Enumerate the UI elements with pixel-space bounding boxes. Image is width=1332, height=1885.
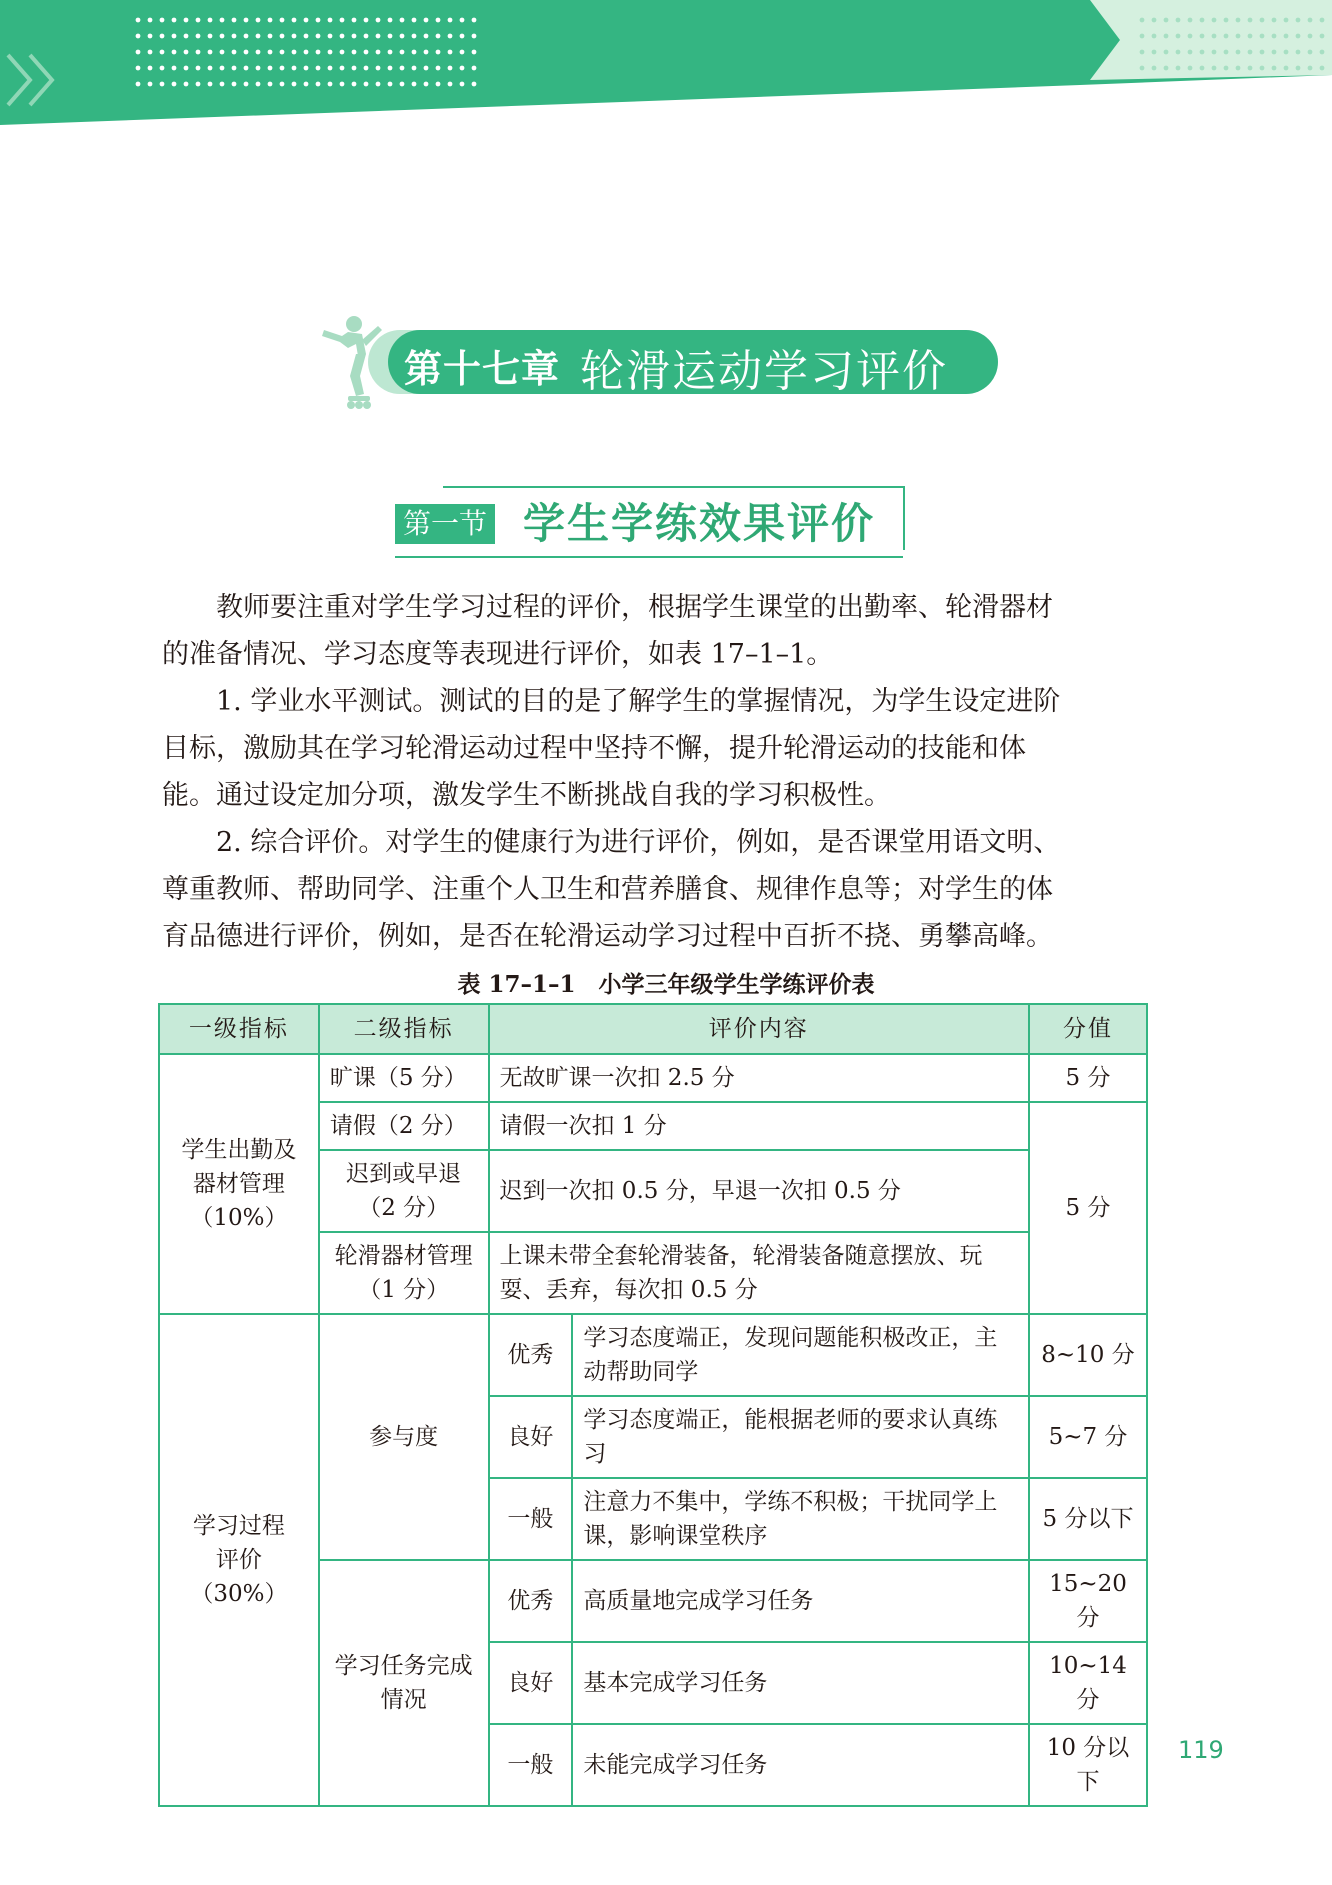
- content-cell: 学习态度端正，能根据老师的要求认真练习: [572, 1396, 1029, 1478]
- participation-label: 参与度: [319, 1314, 489, 1560]
- chapter-heading: [318, 322, 998, 402]
- header-score: 分值: [1029, 1004, 1147, 1054]
- section-title: 学生学练效果评价: [523, 499, 876, 548]
- indicator-cell: [319, 1150, 489, 1232]
- cell-line: 旷课（5 分）: [329, 1065, 467, 1091]
- header-banner: [0, 0, 1332, 130]
- cell-line: 轮滑器材管理: [334, 1243, 473, 1269]
- level-cell: 优秀: [489, 1560, 573, 1642]
- text-line: 育品德进行评价，例如，是否在轮滑运动学习过程中百折不挠、勇攀高峰。: [162, 921, 1053, 952]
- paragraph-intro: [162, 584, 1162, 678]
- indicator-cell: [319, 1232, 489, 1314]
- text-line: 2. 综合评价。对学生的健康行为进行评价，例如，是否课堂用语文明、: [162, 827, 1061, 858]
- score-cell: 5 分以下: [1029, 1478, 1147, 1560]
- cell-line: 学生出勤及: [181, 1137, 297, 1163]
- task-label: [319, 1560, 489, 1806]
- level-cell: 良好: [489, 1642, 573, 1724]
- header-content: 评价内容: [489, 1004, 1030, 1054]
- table-caption: 表 17–1–1 小学三年级学生学练评价表: [457, 971, 875, 998]
- cell-line: （10%）: [190, 1205, 288, 1231]
- score-cell: 10 分以下: [1029, 1724, 1147, 1806]
- cell-line: （30%）: [190, 1581, 288, 1607]
- evaluation-table: [158, 1003, 1148, 1807]
- group2-label: [159, 1314, 319, 1806]
- text-line: 能。通过设定加分项，激发学生不断挑战自我的学习积极性。: [162, 780, 891, 811]
- header-level1: 一级指标: [159, 1004, 319, 1054]
- indicator-cell: [319, 1054, 489, 1102]
- text-line: 目标，激励其在学习轮滑运动过程中坚持不懈，提升轮滑运动的技能和体: [162, 733, 1026, 764]
- content-cell: 基本完成学习任务: [572, 1642, 1029, 1724]
- score-cell: 5 分: [1029, 1054, 1147, 1102]
- level-cell: 良好: [489, 1396, 573, 1478]
- text-line: 的准备情况、学习态度等表现进行评价，如表 17–1–1。: [162, 639, 834, 670]
- score-cell: 8~10 分: [1029, 1314, 1147, 1396]
- cell-line: （1 分）: [358, 1277, 450, 1303]
- chapter-title: 轮滑运动学习评价: [580, 346, 948, 397]
- content-cell: 高质量地完成学习任务: [572, 1560, 1029, 1642]
- cell-line: 学习过程: [192, 1513, 285, 1539]
- table-header-row: [159, 1004, 1147, 1054]
- content-cell: 注意力不集中，学练不积极；干扰同学上课，影响课堂秩序: [572, 1478, 1029, 1560]
- page-number: 119: [1178, 1736, 1224, 1764]
- content-cell: 无故旷课一次扣 2.5 分: [489, 1054, 1030, 1102]
- score-cell: 10~14 分: [1029, 1642, 1147, 1724]
- paragraph-comprehensive: [162, 819, 1162, 960]
- roller-skater-icon: [318, 314, 382, 410]
- content-cell: 迟到一次扣 0.5 分，早退一次扣 0.5 分: [489, 1150, 1030, 1232]
- table-row: [159, 1314, 1147, 1396]
- score-cell: 5 分: [1029, 1102, 1147, 1314]
- level-cell: 优秀: [489, 1314, 573, 1396]
- cell-line: 评价: [215, 1547, 262, 1573]
- text-line: 尊重教师、帮助同学、注重个人卫生和营养膳食、规律作息等；对学生的体: [162, 874, 1053, 905]
- cell-line: 学习任务完成: [334, 1653, 473, 1679]
- indicator-cell: [319, 1102, 489, 1150]
- cell-line: 器材管理: [192, 1171, 285, 1197]
- score-cell: 15~20 分: [1029, 1560, 1147, 1642]
- table-row: [159, 1054, 1147, 1102]
- level-cell: 一般: [489, 1724, 573, 1806]
- section-underline: [395, 556, 903, 558]
- section-tag: 第一节: [395, 504, 495, 544]
- level-cell: 一般: [489, 1478, 573, 1560]
- content-cell: 请假一次扣 1 分: [489, 1102, 1030, 1150]
- header-level2: 二级指标: [319, 1004, 489, 1054]
- cell-line: 迟到或早退: [346, 1161, 462, 1187]
- chapter-number: 第十七章: [404, 347, 561, 391]
- content-cell: 上课未带全套轮滑装备，轮滑装备随意摆放、玩耍、丢弃，每次扣 0.5 分: [489, 1232, 1030, 1314]
- section-heading: [395, 486, 915, 558]
- content-cell: 学习态度端正，发现问题能积极改正，主动帮助同学: [572, 1314, 1029, 1396]
- group1-label: [159, 1054, 319, 1314]
- text-line: 教师要注重对学生学习过程的评价，根据学生课堂的出勤率、轮滑器材: [162, 592, 1053, 623]
- text-line: 1. 学业水平测试。测试的目的是了解学生的掌握情况，为学生设定进阶: [162, 686, 1061, 717]
- cell-line: （2 分）: [358, 1195, 450, 1221]
- cell-line: 请假（2 分）: [329, 1113, 467, 1139]
- score-cell: 5~7 分: [1029, 1396, 1147, 1478]
- paragraph-academic-test: [162, 678, 1162, 819]
- cell-line: 情况: [380, 1687, 427, 1713]
- content-cell: 未能完成学习任务: [572, 1724, 1029, 1806]
